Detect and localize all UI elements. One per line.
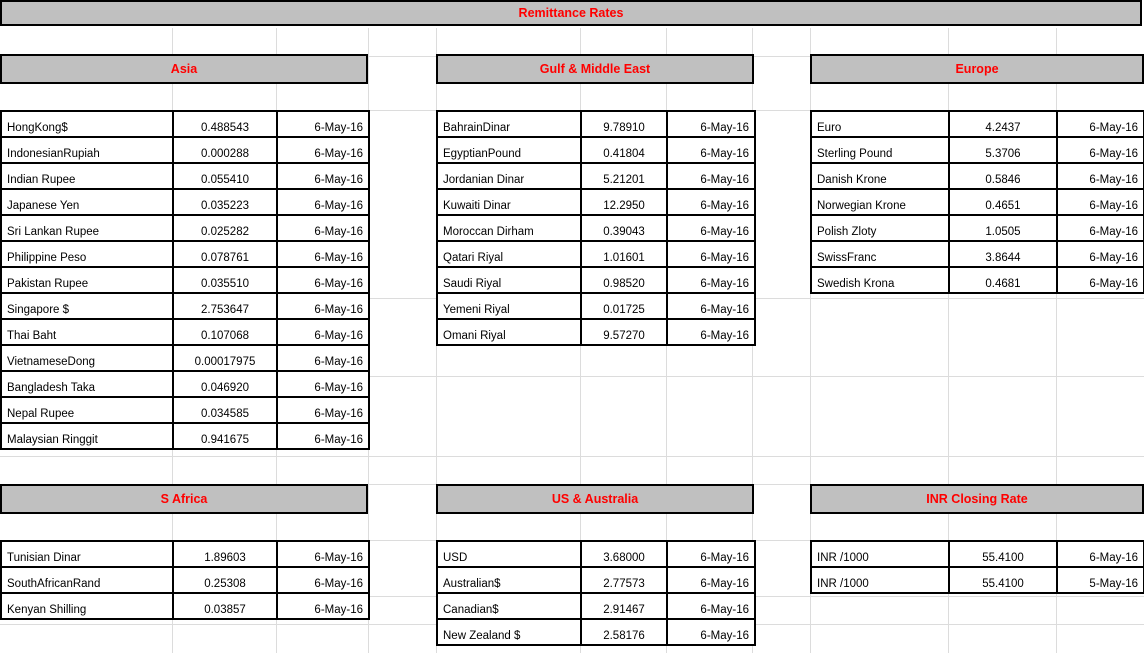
table-row: [437, 215, 755, 241]
date-cell: 6-May-16: [277, 293, 369, 319]
table-row: [437, 319, 755, 345]
rate-cell: 1.0505: [949, 215, 1057, 241]
rate-cell: 1.89603: [173, 541, 277, 567]
rate-cell: 0.4651: [949, 189, 1057, 215]
table-row: [811, 541, 1144, 567]
table-row: [1, 397, 369, 423]
table-row: [437, 189, 755, 215]
currency-name-cell: Sri Lankan Rupee: [1, 215, 173, 241]
rate-cell: 9.78910: [581, 111, 667, 137]
table-row: [437, 293, 755, 319]
rate-cell: 4.2437: [949, 111, 1057, 137]
date-cell: 6-May-16: [667, 241, 755, 267]
currency-name-cell: HongKong$: [1, 111, 173, 137]
rate-cell: 5.21201: [581, 163, 667, 189]
date-cell: 6-May-16: [277, 371, 369, 397]
table-row: [1, 241, 369, 267]
currency-name-cell: Australian$: [437, 567, 581, 593]
rate-cell: 2.91467: [581, 593, 667, 619]
currency-name-cell: VietnameseDong: [1, 345, 173, 371]
currency-name-cell: Omani Riyal: [437, 319, 581, 345]
table-row: [1, 189, 369, 215]
date-cell: 6-May-16: [667, 163, 755, 189]
currency-name-cell: Kuwaiti Dinar: [437, 189, 581, 215]
section-header-europe: Europe: [810, 54, 1144, 84]
table-row: [437, 241, 755, 267]
currency-name-cell: INR /1000: [811, 541, 949, 567]
rate-cell: 3.8644: [949, 241, 1057, 267]
rate-cell: 0.4681: [949, 267, 1057, 293]
date-cell: 6-May-16: [277, 163, 369, 189]
rate-cell: 2.77573: [581, 567, 667, 593]
date-cell: 6-May-16: [1057, 163, 1144, 189]
rate-cell: 5.3706: [949, 137, 1057, 163]
rates-table-inr: [810, 540, 1144, 594]
table-row: [1, 423, 369, 449]
rate-cell: 0.25308: [173, 567, 277, 593]
currency-name-cell: Nepal Rupee: [1, 397, 173, 423]
date-cell: 6-May-16: [277, 345, 369, 371]
currency-name-cell: INR /1000: [811, 567, 949, 593]
currency-name-cell: Indian Rupee: [1, 163, 173, 189]
section-header-gulf: Gulf & Middle East: [436, 54, 754, 84]
currency-name-cell: SwissFranc: [811, 241, 949, 267]
currency-name-cell: Norwegian Krone: [811, 189, 949, 215]
rates-table-usaus: [436, 540, 756, 646]
currency-name-cell: Jordanian Dinar: [437, 163, 581, 189]
date-cell: 6-May-16: [1057, 111, 1144, 137]
currency-name-cell: New Zealand $: [437, 619, 581, 645]
table-row: [1, 567, 369, 593]
table-row: [437, 593, 755, 619]
table-row: [811, 241, 1144, 267]
currency-name-cell: Swedish Krona: [811, 267, 949, 293]
currency-name-cell: USD: [437, 541, 581, 567]
currency-name-cell: Thai Baht: [1, 319, 173, 345]
rate-cell: 0.03857: [173, 593, 277, 619]
table-row: [1, 593, 369, 619]
table-row: [1, 111, 369, 137]
date-cell: 6-May-16: [277, 241, 369, 267]
table-row: [1, 541, 369, 567]
currency-name-cell: Malaysian Ringgit: [1, 423, 173, 449]
date-cell: 6-May-16: [1057, 215, 1144, 241]
currency-name-cell: Euro: [811, 111, 949, 137]
date-cell: 6-May-16: [667, 293, 755, 319]
currency-name-cell: Moroccan Dirham: [437, 215, 581, 241]
table-row: [1, 293, 369, 319]
date-cell: 6-May-16: [277, 567, 369, 593]
rate-cell: 0.107068: [173, 319, 277, 345]
table-row: [1, 163, 369, 189]
date-cell: 6-May-16: [277, 111, 369, 137]
date-cell: 6-May-16: [277, 423, 369, 449]
table-row: [811, 189, 1144, 215]
currency-name-cell: EgyptianPound: [437, 137, 581, 163]
table-row: [811, 111, 1144, 137]
date-cell: 6-May-16: [1057, 137, 1144, 163]
section-header-asia: Asia: [0, 54, 368, 84]
date-cell: 6-May-16: [667, 189, 755, 215]
rate-cell: 0.5846: [949, 163, 1057, 189]
table-row: [437, 541, 755, 567]
table-row: [811, 567, 1144, 593]
rate-cell: 0.000288: [173, 137, 277, 163]
rate-cell: 0.41804: [581, 137, 667, 163]
date-cell: 6-May-16: [1057, 541, 1144, 567]
table-row: [437, 567, 755, 593]
date-cell: 6-May-16: [277, 541, 369, 567]
table-row: [1, 267, 369, 293]
date-cell: 6-May-16: [667, 111, 755, 137]
rate-cell: 0.034585: [173, 397, 277, 423]
table-row: [811, 137, 1144, 163]
table-row: [811, 267, 1144, 293]
table-row: [437, 111, 755, 137]
section-header-inr: INR Closing Rate: [810, 484, 1144, 514]
rate-cell: 3.68000: [581, 541, 667, 567]
table-row: [437, 137, 755, 163]
date-cell: 6-May-16: [277, 189, 369, 215]
rate-cell: 0.488543: [173, 111, 277, 137]
table-row: [1, 345, 369, 371]
table-row: [811, 215, 1144, 241]
rate-cell: 9.57270: [581, 319, 667, 345]
rate-cell: 0.98520: [581, 267, 667, 293]
rate-cell: 55.4100: [949, 541, 1057, 567]
date-cell: 6-May-16: [1057, 189, 1144, 215]
date-cell: 6-May-16: [1057, 267, 1144, 293]
rates-table-europe: [810, 110, 1144, 294]
rate-cell: 2.753647: [173, 293, 277, 319]
rate-cell: 0.00017975: [173, 345, 277, 371]
table-row: [811, 163, 1144, 189]
rates-table-gulf: [436, 110, 756, 346]
date-cell: 6-May-16: [277, 593, 369, 619]
rate-cell: 0.39043: [581, 215, 667, 241]
currency-name-cell: Kenyan Shilling: [1, 593, 173, 619]
date-cell: 6-May-16: [667, 137, 755, 163]
date-cell: 6-May-16: [667, 541, 755, 567]
currency-name-cell: Bangladesh Taka: [1, 371, 173, 397]
currency-name-cell: Canadian$: [437, 593, 581, 619]
gridline: [0, 456, 1144, 457]
date-cell: 6-May-16: [667, 567, 755, 593]
date-cell: 5-May-16: [1057, 567, 1144, 593]
rate-cell: 0.025282: [173, 215, 277, 241]
rates-table-asia: [0, 110, 370, 450]
currency-name-cell: Danish Krone: [811, 163, 949, 189]
currency-name-cell: Japanese Yen: [1, 189, 173, 215]
date-cell: 6-May-16: [277, 137, 369, 163]
table-row: [437, 267, 755, 293]
date-cell: 6-May-16: [1057, 241, 1144, 267]
currency-name-cell: Philippine Peso: [1, 241, 173, 267]
rate-cell: 0.035510: [173, 267, 277, 293]
date-cell: 6-May-16: [667, 267, 755, 293]
rates-table-safrica: [0, 540, 370, 620]
date-cell: 6-May-16: [277, 215, 369, 241]
currency-name-cell: Saudi Riyal: [437, 267, 581, 293]
rate-cell: 0.035223: [173, 189, 277, 215]
rate-cell: 2.58176: [581, 619, 667, 645]
table-row: [1, 215, 369, 241]
currency-name-cell: Polish Zloty: [811, 215, 949, 241]
currency-name-cell: Pakistan Rupee: [1, 267, 173, 293]
rate-cell: 55.4100: [949, 567, 1057, 593]
date-cell: 6-May-16: [667, 593, 755, 619]
table-row: [1, 137, 369, 163]
date-cell: 6-May-16: [667, 215, 755, 241]
date-cell: 6-May-16: [277, 397, 369, 423]
section-header-usaus: US & Australia: [436, 484, 754, 514]
date-cell: 6-May-16: [667, 319, 755, 345]
currency-name-cell: IndonesianRupiah: [1, 137, 173, 163]
currency-name-cell: Sterling Pound: [811, 137, 949, 163]
date-cell: 6-May-16: [277, 319, 369, 345]
page-title: Remittance Rates: [0, 0, 1142, 26]
table-row: [1, 371, 369, 397]
currency-name-cell: Yemeni Riyal: [437, 293, 581, 319]
currency-name-cell: SouthAfricanRand: [1, 567, 173, 593]
rate-cell: 0.941675: [173, 423, 277, 449]
rate-cell: 1.01601: [581, 241, 667, 267]
date-cell: 6-May-16: [277, 267, 369, 293]
table-row: [437, 163, 755, 189]
currency-name-cell: BahrainDinar: [437, 111, 581, 137]
rate-cell: 0.01725: [581, 293, 667, 319]
currency-name-cell: Qatari Riyal: [437, 241, 581, 267]
section-header-safrica: S Africa: [0, 484, 368, 514]
rate-cell: 12.2950: [581, 189, 667, 215]
rate-cell: 0.078761: [173, 241, 277, 267]
currency-name-cell: Singapore $: [1, 293, 173, 319]
date-cell: 6-May-16: [667, 619, 755, 645]
table-row: [437, 619, 755, 645]
rate-cell: 0.046920: [173, 371, 277, 397]
currency-name-cell: Tunisian Dinar: [1, 541, 173, 567]
rate-cell: 0.055410: [173, 163, 277, 189]
table-row: [1, 319, 369, 345]
